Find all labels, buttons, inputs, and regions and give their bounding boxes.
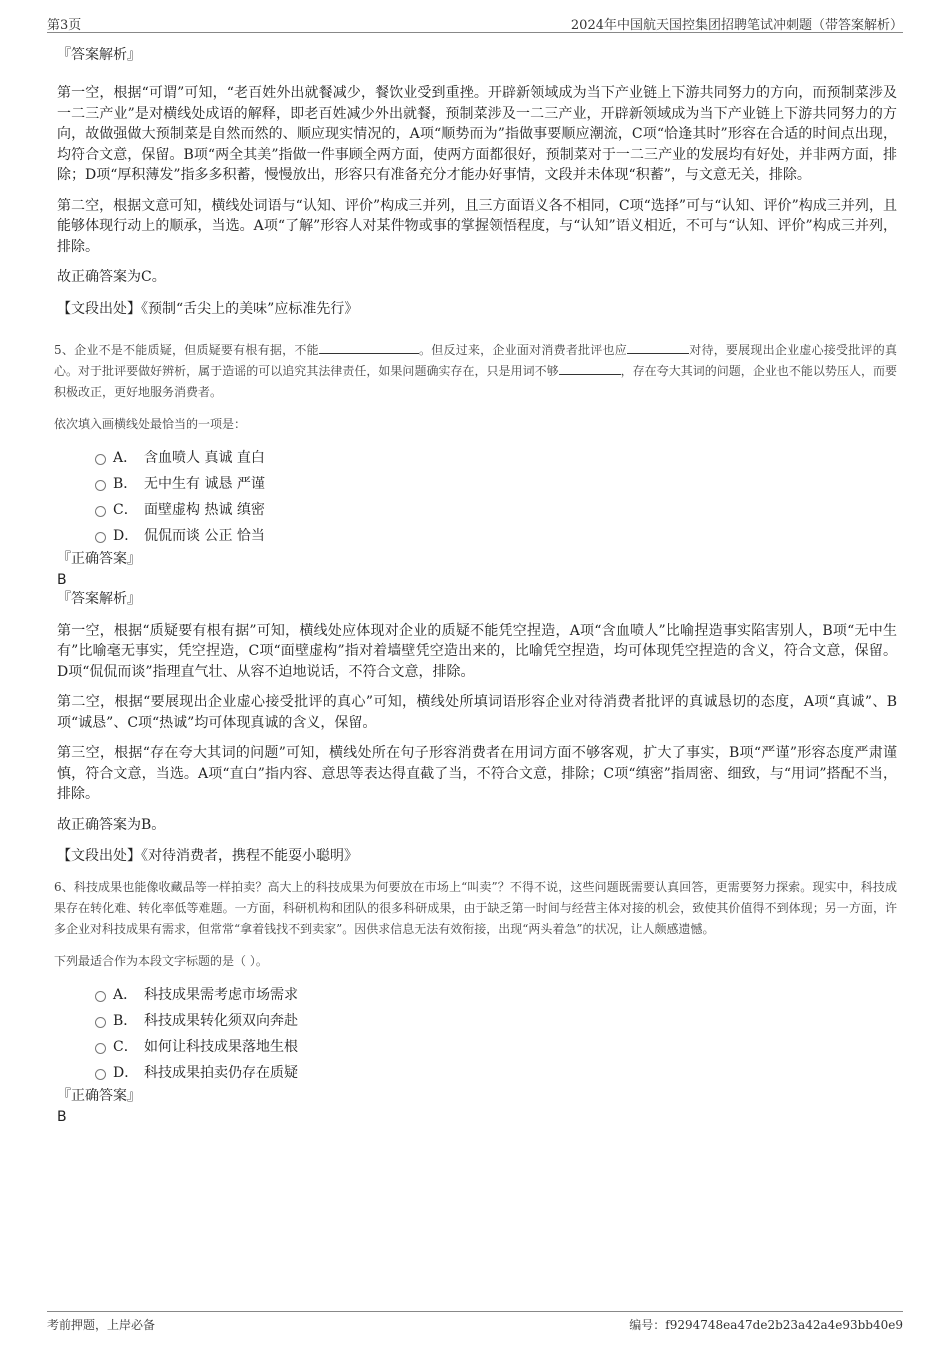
q4-answer-conclusion: 故正确答案为C。 <box>57 269 166 285</box>
q4-analysis-paragraph-2: 第二空，根据文意可知，横线处词语与“认知、评价”构成三并列，且三方面语义各不相同，C项“选择”可与“认知、评价”构成三并列，且能够体现行动上的顺承，当选。A项“了解”形容人对某件物或事的掌握领悟程度，与“认知”语义相近，不可与“认知、评价”构成三并列，排除。 <box>57 197 897 255</box>
q6-answer: B <box>57 1109 67 1125</box>
option-text: 含血喷人 真诚 直白 <box>144 449 265 466</box>
document-id: 编号：f9294748ea47de2b23a42a4e93bb40e9 <box>629 1318 903 1332</box>
q6-prompt: 下列最适合作为本段文字标题的是（ ）。 <box>54 954 268 968</box>
q6-answer-label: 『正确答案』 <box>57 1088 141 1104</box>
q5-blank-3 <box>559 362 621 375</box>
q5-blank-2 <box>627 341 689 354</box>
radio-button[interactable] <box>95 480 106 491</box>
q5-option-d[interactable] <box>95 524 897 550</box>
q5-option-c[interactable] <box>95 498 897 524</box>
option-text: 科技成果转化须双向奔赴 <box>144 1013 298 1029</box>
option-text: 科技成果需考虑市场需求 <box>144 987 298 1003</box>
q5-blank-1 <box>319 341 419 354</box>
option-text: 面壁虚构 热诚 缜密 <box>144 501 265 518</box>
q5-source: 【文段出处】《对待消费者，携程不能耍小聪明》 <box>57 848 358 864</box>
page-content <box>54 46 897 1127</box>
option-letter: C． <box>113 1039 138 1055</box>
option-letter: D． <box>113 1065 139 1081</box>
q5-stem <box>54 340 897 403</box>
q4-analysis-paragraph-1: 第一空，根据“可谓”可知，“老百姓外出就餐减少，餐饮业受到重挫。开辟新领域成为当下产业链上下游共同努力的方向，而预制菜涉及一二三产业”是对横线处成语的解释，即老百姓减少外出就餐，预制菜涉及一二三产业，开辟新领域成为当下产业链上下游共同努力的方向，故做强做大预制菜是自然而然的、顺应现实情况的，A项“顺势而为”指做事要顺应潮流，C项“恰逢其时”形容在合适的时间点出现，均符合文意，保留。B项“两全其美”指做一件事顾全两方面，使两方面都很好，预制菜对于一二三产业的发展均有好处，并非两方面，排除；D项“厚积薄发”指多多积蓄，慢慢放出，形容只有准备充分才能办好事情，文段并未体现“积蓄”，与文意无关，排除。 <box>57 85 897 183</box>
q5-answer-label: 『正确答案』 <box>57 550 141 567</box>
q6-option-b[interactable] <box>95 1009 897 1035</box>
q6-option-c[interactable] <box>95 1035 897 1061</box>
radio-button[interactable] <box>95 1017 106 1028</box>
radio-button[interactable] <box>95 991 106 1002</box>
radio-button[interactable] <box>95 1043 106 1054</box>
option-text: 科技成果拍卖仍存在质疑 <box>144 1065 298 1081</box>
option-letter: B． <box>113 1013 138 1029</box>
page-number: 第3页 <box>47 18 82 33</box>
q5-analysis-label: 『答案解析』 <box>57 590 141 607</box>
q5-option-a[interactable] <box>95 446 897 472</box>
radio-button[interactable] <box>95 532 106 543</box>
radio-button[interactable] <box>95 1069 106 1080</box>
q5-answer-conclusion: 故正确答案为B。 <box>57 816 166 833</box>
option-letter: B． <box>113 475 138 492</box>
q4-source: 【文段出处】《预制“舌尖上的美味”应标准先行》 <box>57 300 359 317</box>
q6-stem: 6、科技成果也能像收藏品等一样拍卖？高大上的科技成果为何要放在市场上“叫卖”？不得不说，这些问题既需要认真回答，更需要努力探索。现实中，科技成果存在转化难、转化率低等难题。一方面，科研机构和团队的很多科研成果，由于缺乏第一时间与经营主体对接的机会，致使其价值得不到体现；另一方面，许多企业对科技成果有需求，但常常“拿着钱找不到卖家”。因供求信息无法有效衔接，出现“两头着急”的状况，让人颇感遗憾。 <box>54 880 897 936</box>
q5-prompt: 依次填入画横线处最恰当的一项是： <box>54 416 247 431</box>
q5-stem-part-4: ，存在夸大其词的问题，企业也不能以势压人，而要积极改正，更好地服务消费者。 <box>54 363 897 399</box>
q5-answer: B <box>57 571 67 588</box>
q5-analysis-paragraph-1: 第一空，根据“质疑要有根有据”可知，横线处应体现对企业的质疑不能凭空捏造，A项“含血喷人”比喻捏造事实陷害别人，B项“无中生有”比喻毫无事实，凭空捏造，C项“面壁虚构”指对着墙壁凭空造出来的，比喻凭空捏造，均可体现凭空捏造的含义，符合文意，保留。D项“侃侃而谈”指理直气壮、从容不迫地说话，不符合文意，排除。 <box>57 622 897 680</box>
option-letter: A． <box>113 987 138 1003</box>
q6-option-d[interactable] <box>95 1061 897 1087</box>
q6-option-a[interactable] <box>95 983 897 1009</box>
q5-stem-part-2: 。但反过来，企业面对消费者批评也应 <box>418 342 627 357</box>
option-letter: D． <box>113 527 139 544</box>
q5-option-b[interactable] <box>95 472 897 498</box>
option-text: 如何让科技成果落地生根 <box>144 1039 298 1055</box>
q5-analysis-paragraph-3: 第三空，根据“存在夸大其词的问题”可知，横线处所在句子形容消费者在用词方面不够客观，扩大了事实，B项“严谨”形容态度严肃谨慎，符合文意，当选。A项“直白”指内容、意思等表达得直截了当，不符合文意，排除；C项“缜密”指周密、细致，与“用词”搭配不当，排除。 <box>57 745 897 802</box>
q5-stem-part-1: 5、企业不是不能质疑，但质疑要有根有据，不能 <box>54 342 319 357</box>
option-text: 侃侃而谈 公正 恰当 <box>144 527 265 544</box>
footer-slogan: 考前押题，上岸必备 <box>47 1318 156 1332</box>
q6-options <box>57 983 897 1087</box>
q4-analysis-label: 『答案解析』 <box>57 47 141 63</box>
q5-analysis-paragraph-2: 第二空，根据“要展现出企业虚心接受批评的真心”可知，横线处所填词语形容企业对待消费者批评的真诚恳切的态度，A项“真诚”、B项“诚恳”、C项“热诚”均可体现真诚的含义，保留。 <box>57 694 897 731</box>
q5-stem-part-3: 对待，要展现出企业虚心接受批评的真心。对于批评要做好辨析，属于造谣的可以追究其法律责任，如果问题确实存在，只是用词不够 <box>54 342 897 378</box>
radio-button[interactable] <box>95 506 106 517</box>
radio-button[interactable] <box>95 454 106 465</box>
q5-options <box>57 446 897 550</box>
page-header <box>47 12 903 33</box>
option-letter: A． <box>113 449 138 466</box>
page-footer <box>47 1311 903 1334</box>
option-letter: C． <box>113 501 138 518</box>
document-title: 2024年中国航天国控集团招聘笔试冲刺题（带答案解析） <box>570 18 903 33</box>
option-text: 无中生有 诚恳 严谨 <box>144 475 265 492</box>
